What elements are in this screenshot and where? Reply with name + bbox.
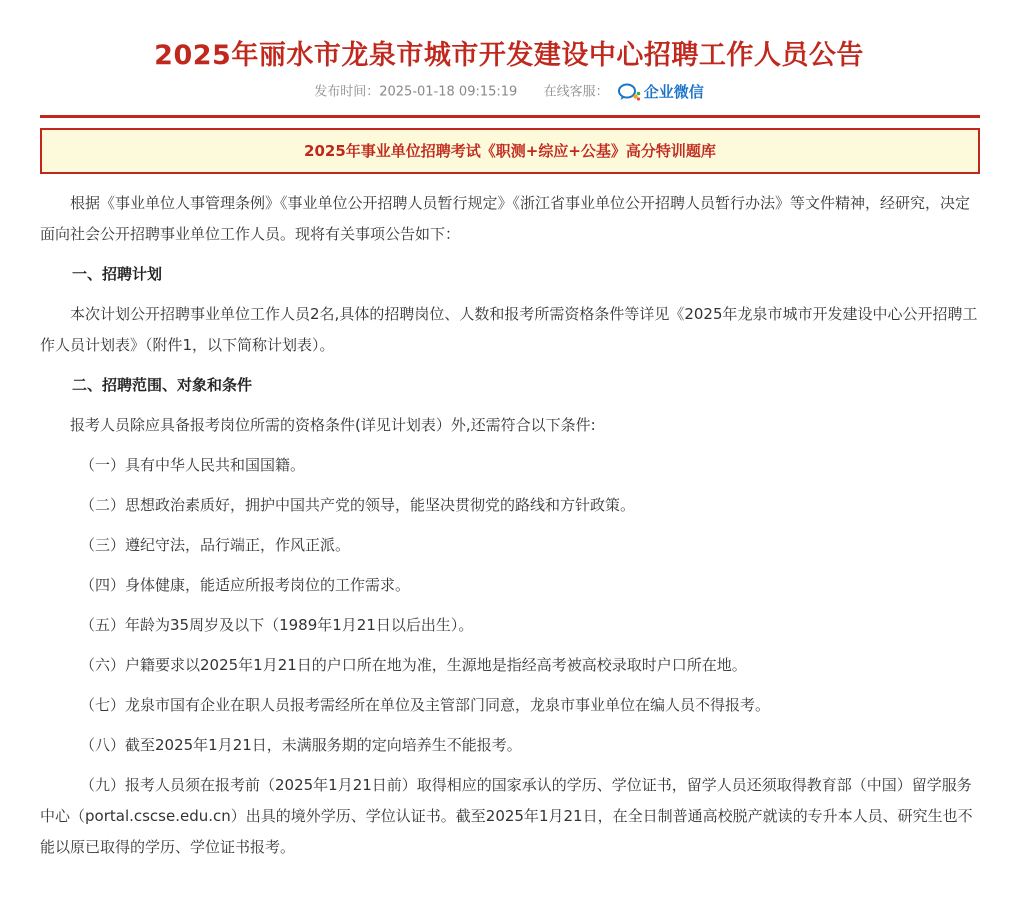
section-paragraph: 报考人员除应具备报考岗位所需的资格条件(详见计划表）外,还需符合以下条件: — [70, 416, 596, 434]
wecom-icon — [617, 82, 641, 102]
condition-item: （四）身体健康，能适应所报考岗位的工作需求。 — [80, 576, 411, 594]
intro-paragraph: 根据《事业单位人事管理条例》《事业单位公开招聘人员暂行规定》《浙江省事业单位公开招聘人员暂行办法》等文件精神，经研究，决定面向社会公开招聘事业单位工作人员。现将有关事项公告如下： — [40, 194, 971, 243]
condition-item: （三）遵纪守法，品行端正，作风正派。 — [80, 536, 351, 554]
publish-time: 2025-01-18 09:15:19 — [379, 84, 518, 100]
online-service-label: 在线客服： — [543, 84, 609, 100]
condition-item: （六）户籍要求以2025年1月21日的户口所在地为准，生源地是指经高考被高校录取时户口所在地。 — [80, 656, 747, 674]
article-body — [40, 188, 984, 872]
section-paragraph: 本次计划公开招聘事业单位工作人员2名,具体的招聘岗位、人数和报考所需资格条件等详见《2025年龙泉市城市开发建设中心公开招聘工作人员计划表》（附件1，以下简称计划表）。 — [40, 305, 978, 354]
condition-item: （二）思想政治素质好，拥护中国共产党的领导，能坚决贯彻党的路线和方针政策。 — [80, 496, 636, 514]
section-heading: 一、招聘计划 — [72, 265, 163, 283]
title-divider — [40, 115, 980, 118]
section-heading: 二、招聘范围、对象和条件 — [72, 376, 253, 394]
wecom-link[interactable] — [617, 78, 704, 106]
condition-item: （五）年龄为35周岁及以下（1989年1月21日以后出生）。 — [80, 616, 474, 634]
condition-item: （九）报考人员须在报考前（2025年1月21日前）取得相应的国家承认的学历、学位证书，留学人员还须取得教育部（中国）留学服务中心（portal.cscse.edu.cn）出具的境外学历、学位认证书。截至2025年1月21日，在全日制普通高校脱产就读的专升本人员、研究生也不能以原已取得的学历、学位证书报考。 — [40, 776, 973, 856]
promo-banner[interactable]: 2025年事业单位招聘考试《职测+综应+公基》高分特训题库 — [40, 128, 980, 174]
condition-item: （七）龙泉市国有企业在职人员报考需经所在单位及主管部门同意，龙泉市事业单位在编人员不得报考。 — [80, 696, 771, 714]
condition-item: （一）具有中华人民共和国国籍。 — [80, 456, 306, 474]
publish-time-label: 发布时间： — [314, 84, 380, 100]
wecom-label: 企业微信 — [643, 83, 704, 101]
page-title: 2025年丽水市龙泉市城市开发建设中心招聘工作人员公告 — [154, 40, 864, 72]
article-meta — [0, 78, 1018, 107]
condition-item: （八）截至2025年1月21日，未满服务期的定向培养生不能报考。 — [80, 736, 522, 754]
